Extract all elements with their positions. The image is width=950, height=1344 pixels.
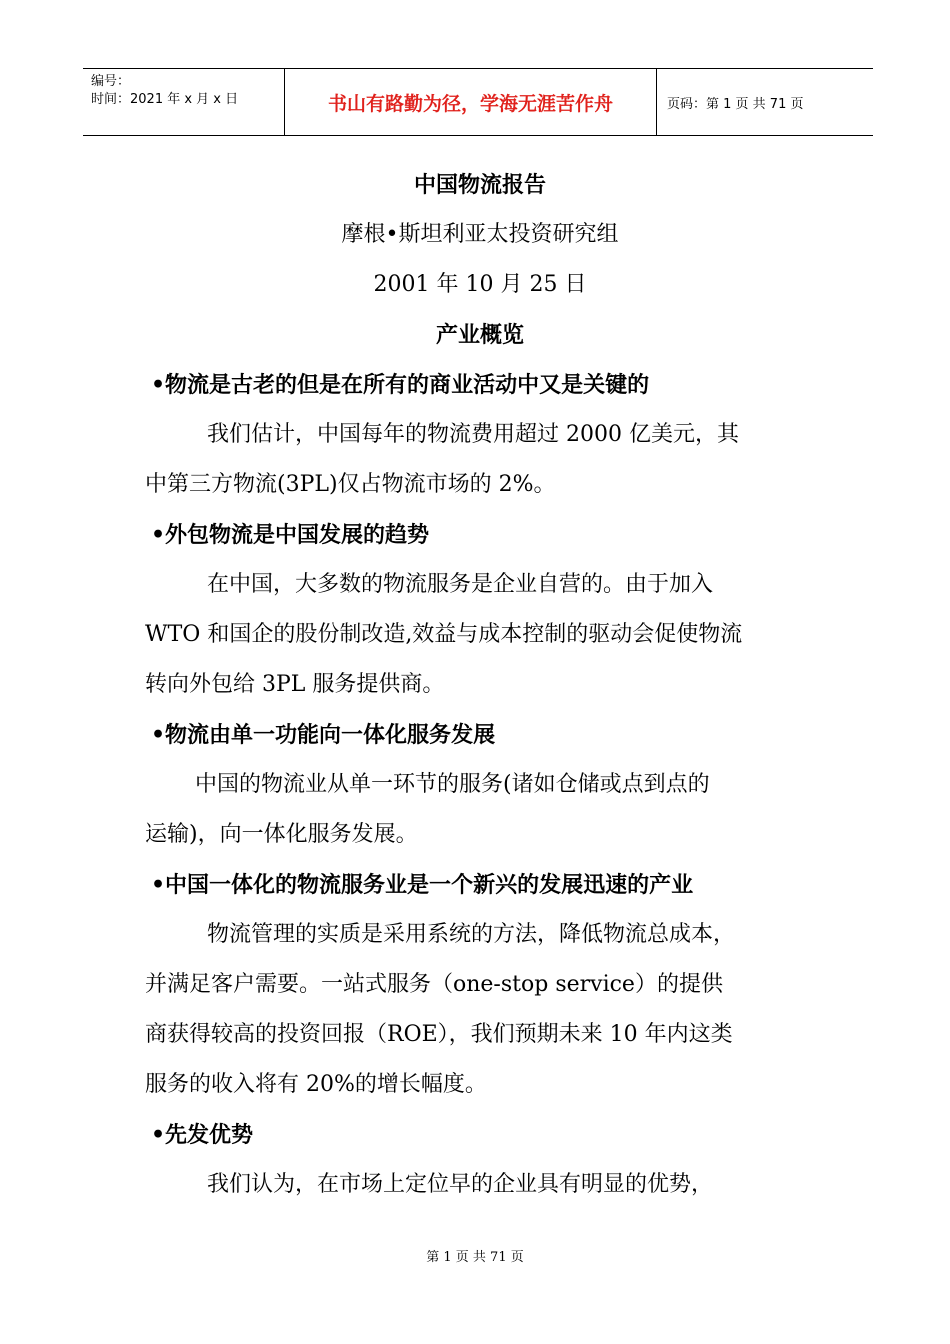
paragraph-line: 在中国，大多数的物流服务是企业自营的。由于加入 bbox=[207, 572, 714, 597]
paragraph-line: 我们认为，在市场上定位早的企业具有明显的优势， bbox=[207, 1172, 714, 1197]
paragraph-line: 运输)，向一体化服务发展。 bbox=[145, 822, 418, 847]
point-paragraph bbox=[145, 910, 815, 1110]
paragraph-line: 中国的物流业从单一环节的服务(诸如仓储或点到点的 bbox=[195, 772, 710, 797]
paragraph-line: WTO 和国企的股份制改造,效益与成本控制的驱动会促使物流 bbox=[145, 622, 743, 647]
paragraph-line: 转向外包给 3PL 服务提供商。 bbox=[145, 672, 445, 697]
point-paragraph bbox=[145, 410, 815, 510]
paragraph-line: 并满足客户需要。一站式服务（one-stop service）的提供 bbox=[145, 972, 723, 997]
header-meta bbox=[83, 69, 284, 135]
paragraph-line: 我们估计，中国每年的物流费用超过 2000 亿美元，其 bbox=[207, 422, 739, 447]
point-heading: •先发优势 bbox=[151, 1122, 254, 1148]
paragraph-line: 服务的收入将有 20%的增长幅度。 bbox=[145, 1072, 487, 1097]
section-heading: 产业概览 bbox=[435, 322, 524, 348]
number-label: 编号： bbox=[91, 74, 131, 89]
paragraph-line: 物流管理的实质是采用系统的方法，降低物流总成本， bbox=[207, 922, 736, 947]
paragraph-line: 中第三方物流(3PL)仅占物流市场的 2%。 bbox=[145, 472, 556, 497]
time-label: 时间：2021 年 x 月 x 日 bbox=[91, 92, 239, 107]
point-paragraph bbox=[145, 560, 815, 710]
doc-author: 摩根•斯坦利亚太投资研究组 bbox=[341, 222, 619, 247]
page-header bbox=[83, 68, 873, 136]
point-paragraph bbox=[145, 760, 815, 860]
doc-title: 中国物流报告 bbox=[413, 172, 546, 198]
header-page-info: 页码：第 1 页 共 71 页 bbox=[667, 96, 804, 112]
point-heading: •物流由单一功能向一体化服务发展 bbox=[151, 722, 496, 748]
paragraph-line: 商获得较高的投资回报（ROE），我们预期未来 10 年内这类 bbox=[145, 1022, 733, 1047]
point-heading: •物流是古老的但是在所有的商业活动中又是关键的 bbox=[151, 372, 650, 398]
point-paragraph bbox=[145, 1160, 815, 1210]
header-motto: 书山有路勤为径，学海无涯苦作舟 bbox=[284, 69, 657, 135]
doc-date: 2001 年 10 月 25 日 bbox=[373, 272, 587, 297]
point-heading: •外包物流是中国发展的趋势 bbox=[151, 522, 430, 548]
point-heading: •中国一体化的物流服务业是一个新兴的发展迅速的产业 bbox=[151, 872, 694, 898]
document-body bbox=[145, 160, 815, 1210]
page-footer: 第 1 页 共 71 页 bbox=[426, 1250, 524, 1265]
